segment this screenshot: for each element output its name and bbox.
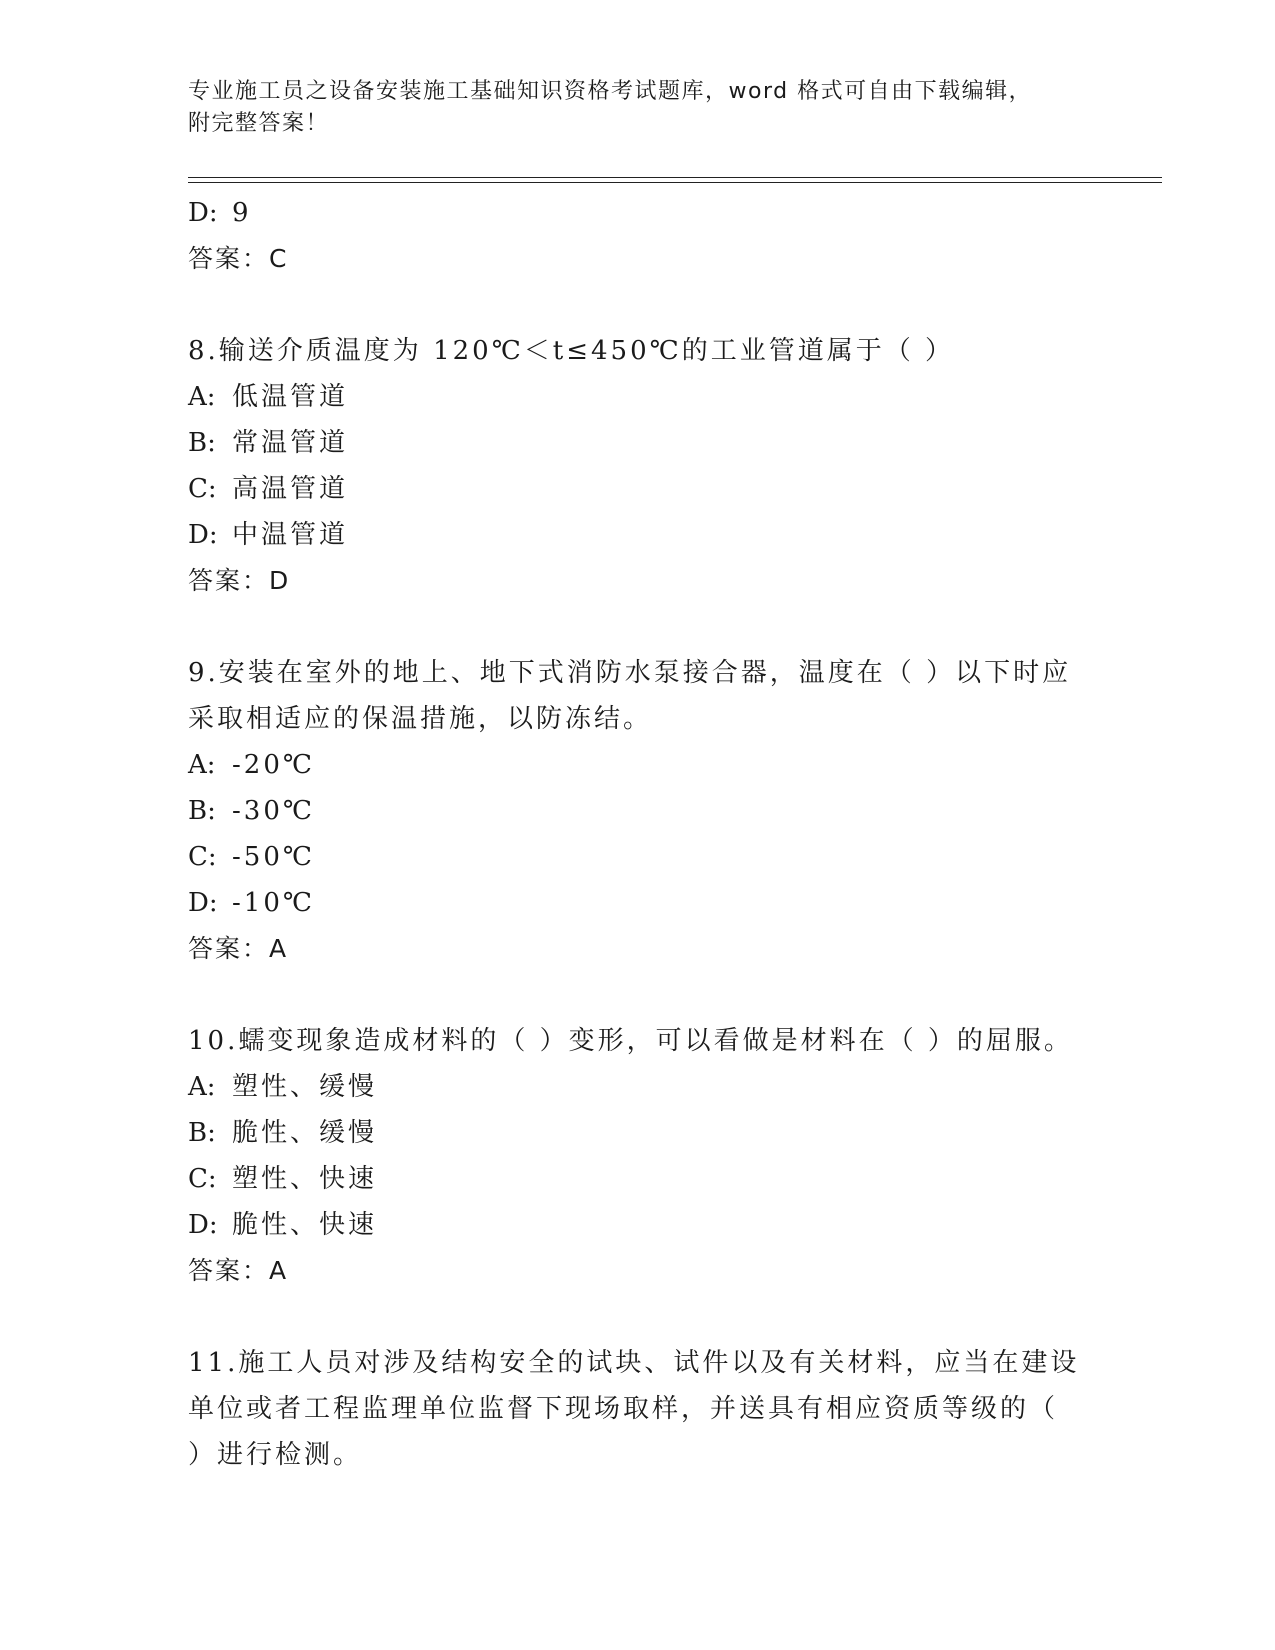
- spacer: [188, 972, 1148, 1018]
- option-text: 常温管道: [232, 428, 349, 458]
- option-text: 低温管道: [232, 382, 349, 412]
- q8-option-c: [188, 466, 1148, 512]
- q9-option-b: [188, 788, 1148, 834]
- q9-stem-line-2: 采取相适应的保温措施，以防冻结。: [188, 704, 653, 734]
- header-line-2: 附完整答案！: [188, 111, 330, 136]
- q8-option-a: [188, 374, 1148, 420]
- option-text: 高温管道: [232, 474, 349, 504]
- option-key: A:: [188, 1072, 216, 1102]
- option-key: B:: [188, 1118, 216, 1148]
- header-divider-top: [188, 177, 1162, 178]
- q10-option-c: [188, 1156, 1148, 1202]
- q8-option-b: [188, 420, 1148, 466]
- option-text: 中温管道: [232, 520, 349, 550]
- question-list: [188, 190, 1148, 1478]
- q11-stem-line-1: 11.施工人员对涉及结构安全的试块、试件以及有关材料，应当在建设: [188, 1348, 1080, 1378]
- option-key: C:: [188, 842, 217, 872]
- q10-answer: 答案：A: [188, 1256, 289, 1285]
- option-key: A:: [188, 750, 216, 780]
- q8-answer: 答案：D: [188, 566, 291, 595]
- option-text: -30℃: [232, 796, 315, 826]
- option-key: D:: [188, 198, 218, 228]
- option-text: -20℃: [232, 750, 315, 780]
- q11-stem-line-3: ）进行检测。: [188, 1440, 363, 1470]
- q9-option-c: [188, 834, 1148, 880]
- option-text: -50℃: [232, 842, 315, 872]
- q9-answer: 答案：A: [188, 934, 289, 963]
- q10-option-b: [188, 1110, 1148, 1156]
- q7-answer: 答案：C: [188, 244, 289, 273]
- q9-option-d: [188, 880, 1148, 926]
- option-key: C:: [188, 1164, 217, 1194]
- option-text: 脆性、快速: [232, 1210, 378, 1240]
- option-key: A:: [188, 382, 216, 412]
- option-key: D:: [188, 1210, 218, 1240]
- document-header: [188, 76, 1088, 140]
- option-text: 脆性、缓慢: [232, 1118, 378, 1148]
- option-text: -10℃: [232, 888, 315, 918]
- q10-option-a: [188, 1064, 1148, 1110]
- option-key: C:: [188, 474, 217, 504]
- q10-stem: 10.蠕变现象造成材料的（ ）变形，可以看做是材料在（ ）的屈服。: [188, 1026, 1073, 1056]
- q9-option-a: [188, 742, 1148, 788]
- spacer: [188, 1294, 1148, 1340]
- option-text: 9: [232, 198, 252, 228]
- header-divider-bottom: [188, 182, 1162, 183]
- q9-stem-line-1: 9.安装在室外的地上、地下式消防水泵接合器，温度在（ ）以下时应: [188, 658, 1072, 688]
- option-text: 塑性、缓慢: [232, 1072, 378, 1102]
- spacer: [188, 604, 1148, 650]
- option-text: 塑性、快速: [232, 1164, 378, 1194]
- option-key: D:: [188, 888, 218, 918]
- q11-stem-line-2: 单位或者工程监理单位监督下现场取样，并送具有相应资质等级的（: [188, 1394, 1059, 1424]
- q7-option-d: [188, 190, 1148, 236]
- spacer: [188, 282, 1148, 328]
- option-key: B:: [188, 796, 216, 826]
- header-line-1: 专业施工员之设备安装施工基础知识资格考试题库，word 格式可自由下载编辑，: [188, 79, 1033, 104]
- option-key: B:: [188, 428, 216, 458]
- q8-stem: 8.输送介质温度为 120℃＜t≤450℃的工业管道属于（ ）: [188, 336, 954, 366]
- q10-option-d: [188, 1202, 1148, 1248]
- q8-option-d: [188, 512, 1148, 558]
- option-key: D:: [188, 520, 218, 550]
